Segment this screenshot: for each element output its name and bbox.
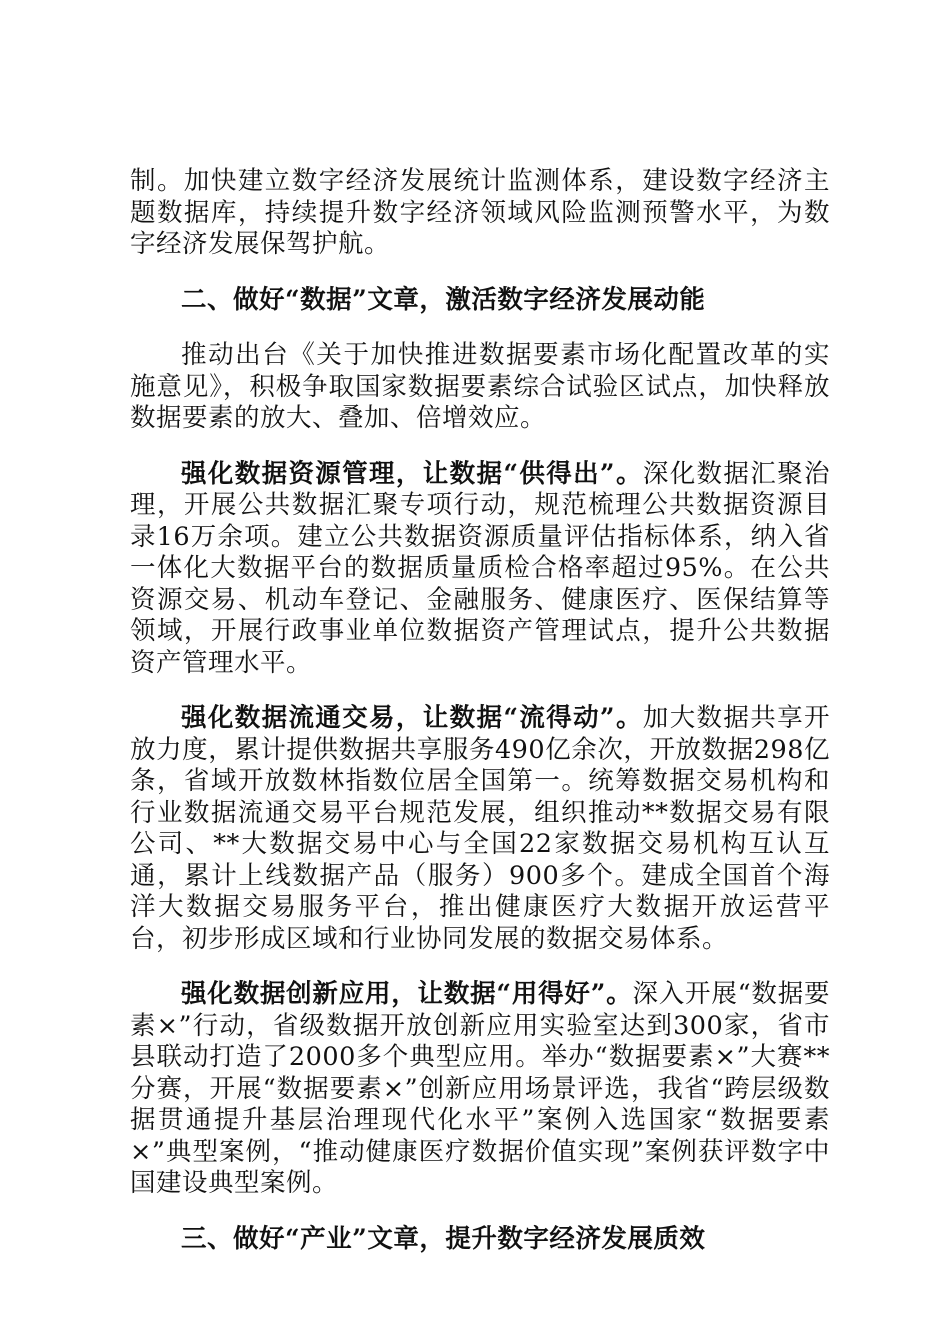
- section-heading-3: 三、做好“产业”文章，提升数字经济发展质效: [181, 1223, 706, 1254]
- paragraph-body-resource: 深化数据汇聚治理，开展公共数据汇聚专项行动，规范梳理公共数据资源目录16万余项。建立公共数据资源质量评估指标体系，纳入省一体化大数据平台的数据质量质检合格率超过95%。在公共资源交易、机动车登记、金融服务、健康医疗、医保结算等领域，开展行政事业单位数据资产管理试点，提升公共数据资产管理水平。: [130, 458, 830, 678]
- paragraph-lead-innovation: 强化数据创新应用，让数据“用得好”。: [181, 979, 633, 1009]
- paragraph-innovation-application: [130, 979, 830, 1200]
- paragraph-body-circulation: 加大数据共享开放力度，累计提供数据共享服务490亿余次，开放数据298亿条，省域开放数林指数位居全国第一。统筹数据交易机构和行业数据流通交易平台规范发展，组织推动**数据交易有限公司、**大数据交易中心与全国22家数据交易机构互认互通，累计上线数据产品（服务）900多个。建成全国首个海洋大数据交易服务平台，推出健康医疗大数据开放运营平台，初步形成区域和行业协同发展的数据交易体系。: [130, 703, 830, 954]
- paragraph-continuation: 制。加快建立数字经济发展统计监测体系，建设数字经济主题数据库，持续提升数字经济领域风险监测预警水平，为数字经济发展保驾护航。: [130, 166, 830, 259]
- paragraph-resource-management: [130, 459, 830, 680]
- document-page: [130, 166, 830, 1255]
- section-heading-2: 二、做好“数据”文章，激活数字经济发展动能: [181, 284, 706, 315]
- paragraph-intro: 推动出台《关于加快推进数据要素市场化配置改革的实施意见》，积极争取国家数据要素综合试验区试点，加快释放数据要素的放大、叠加、倍增效应。: [130, 340, 830, 433]
- paragraph-body-innovation: 深入开展“数据要素×”行动，省级数据开放创新应用实验室达到300家，省市县联动打造了2000多个典型应用。举办“数据要素×”大赛**分赛，开展“数据要素×”创新应用场景评选，我省“跨层级数据贯通提升基层治理现代化水平”案例入选国家“数据要素×”典型案例，“推动健康医疗数据价值实现”案例获评数字中国建设典型案例。: [130, 979, 830, 1198]
- paragraph-lead-resource: 强化数据资源管理，让数据“供得出”。: [181, 458, 643, 489]
- paragraph-circulation-trading: [130, 703, 830, 955]
- paragraph-lead-circulation: 强化数据流通交易，让数据“流得动”。: [181, 703, 643, 733]
